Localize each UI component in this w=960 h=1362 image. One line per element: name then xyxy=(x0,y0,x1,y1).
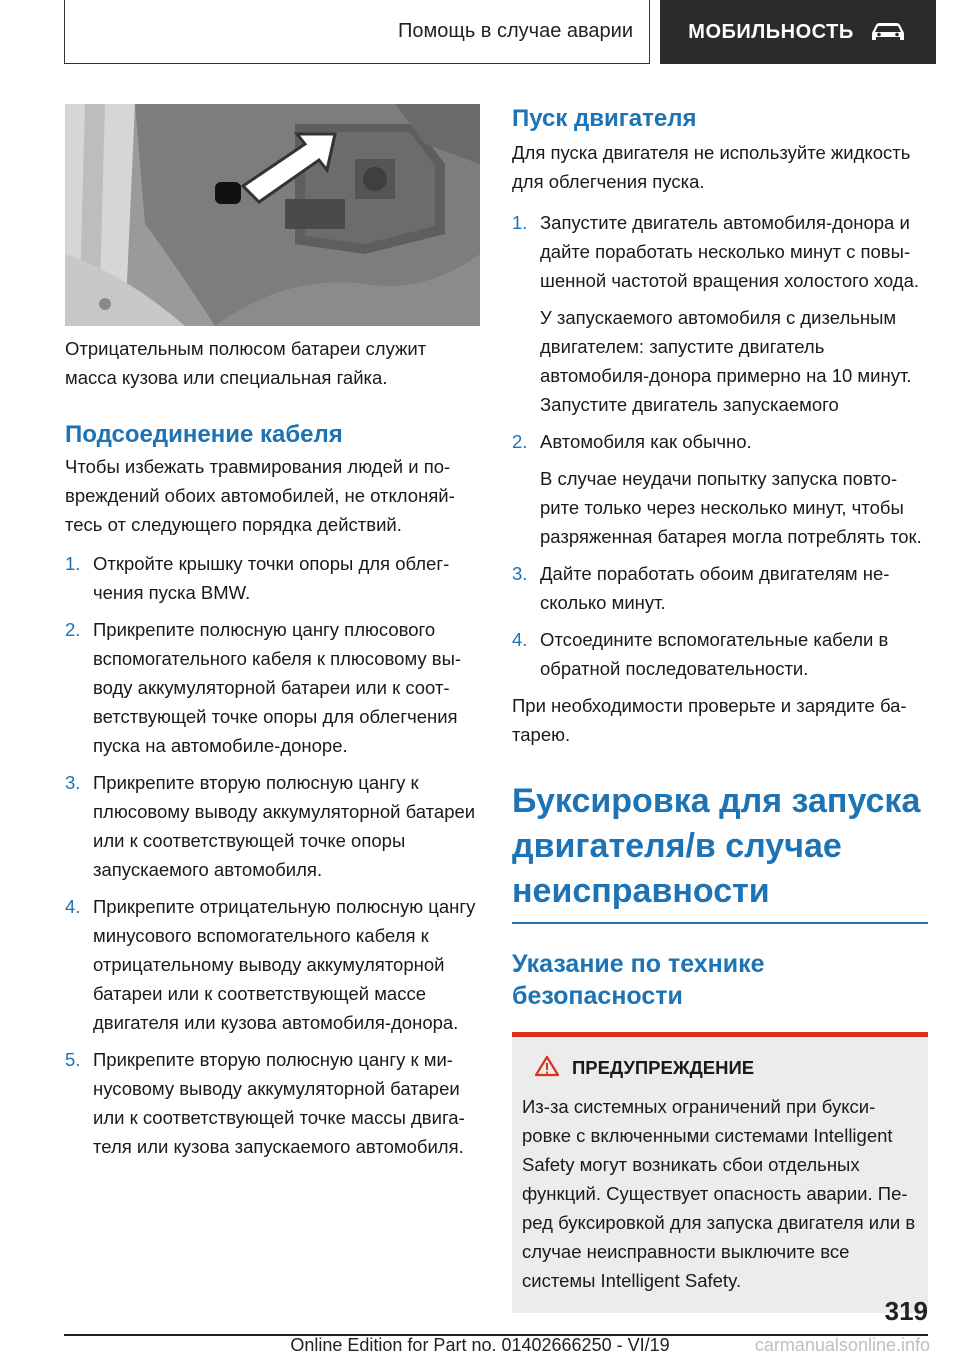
cable-steps xyxy=(65,549,480,1161)
header-section-title: Помощь в случае аварии xyxy=(398,20,633,42)
chapter-title-towing: Буксировка для запуска двигателя/в случае неисправности xyxy=(512,782,921,910)
section-title-engine-start: Пуск двигателя xyxy=(512,105,697,132)
chapter-rule xyxy=(512,922,928,924)
warning-header xyxy=(522,1055,918,1082)
edition-info: Online Edition for Part no. 01402666250 - VI/19 xyxy=(290,1335,670,1355)
warning-box xyxy=(512,1032,928,1313)
list-item: 2. Автомобиля как обычно. В случае неудачи попытку запуска повторите только через несколько минут, чтобы разряженная батарея могла потреблять ток. xyxy=(512,431,922,547)
engine-start-outro: При необходимости проверьте и зарядите батарею. xyxy=(512,695,907,745)
footer xyxy=(0,1335,960,1356)
list-item: 4. Прикрепите отрицательную полюсную цангу минусового вспомогательного кабеля к отрицательному выводу аккумуляторной батареи или к соответствующей массе двигателя или кузова автомобиля-донора. xyxy=(65,896,476,1033)
page-number: 319 xyxy=(884,1296,928,1326)
header-chapter-box xyxy=(660,0,936,64)
warning-triangle-icon xyxy=(534,1055,560,1082)
warning-text: Из-за системных ограничений при буксировке с включенными системами Intelligent Safety могут возникать сбои отдельных функций. Существует опасность аварии. Перед буксировкой для запуска двигателя или в случае неисправности выключите все системы Intelligent Safety. xyxy=(522,1095,916,1291)
watermark: carmanualsonline.info xyxy=(754,1335,930,1355)
left-column xyxy=(65,104,480,1161)
header-chapter-title: МОБИЛЬНОСТЬ xyxy=(688,20,854,43)
list-item: 5. Прикрепите вторую полюсную цангу к минусовому выводу аккумуляторной батареи или к соответствующей точке массы двигателя или кузова запускаемого автомобиля. xyxy=(65,1049,465,1157)
engine-start-steps xyxy=(512,208,928,683)
list-item: 1. Запустите двигатель автомобиля-донора и дайте поработать несколько минут с повышенной частотой вращения холостого хода. У запускаемого автомобиля с дизельным двигателем: запустите двигатель автомобиля-донора примерно на 10 минут. Запустите двигатель запускаемого xyxy=(512,212,920,415)
section-title-safety: Указание по технике безопасности xyxy=(512,949,765,1010)
list-item: 4. Отсоедините вспомогательные кабели в обратной последовательности. xyxy=(512,629,889,679)
cable-intro: Чтобы избежать травмирования людей и повреждений обоих автомобилей, не отклоняйтесь от следующего порядка действий. xyxy=(65,456,455,535)
engine-start-intro: Для пуска двигателя не используйте жидкость для облегчения пуска. xyxy=(512,142,911,192)
list-item: 1. Откройте крышку точки опоры для облегчения пуска BMW. xyxy=(65,553,450,603)
warning-title: ПРЕДУПРЕЖДЕНИЕ xyxy=(572,1057,755,1078)
header-section-box xyxy=(64,0,650,64)
section-title-cable: Подсоединение кабеля xyxy=(65,421,343,448)
list-item: 2. Прикрепите полюсную цангу плюсового вспомогательного кабеля к плюсовому выводу аккумуляторной батареи или к соответствующей точке опоры для облегчения пуска на автомобиле-доноре. xyxy=(65,619,462,756)
list-item: 3. Дайте поработать обоим двигателям несколько минут. xyxy=(512,563,890,613)
engine-bay-photo xyxy=(65,104,480,326)
photo-caption: Отрицательным полюсом батареи служит масса кузова или специальная гайка. xyxy=(65,338,427,388)
car-icon xyxy=(868,20,908,44)
list-item: 3. Прикрепите вторую полюсную цангу к плюсовому выводу аккумуляторной батареи или к соответствующей точке опоры запускаемого автомобиля. xyxy=(65,772,476,880)
right-column xyxy=(512,104,928,1313)
